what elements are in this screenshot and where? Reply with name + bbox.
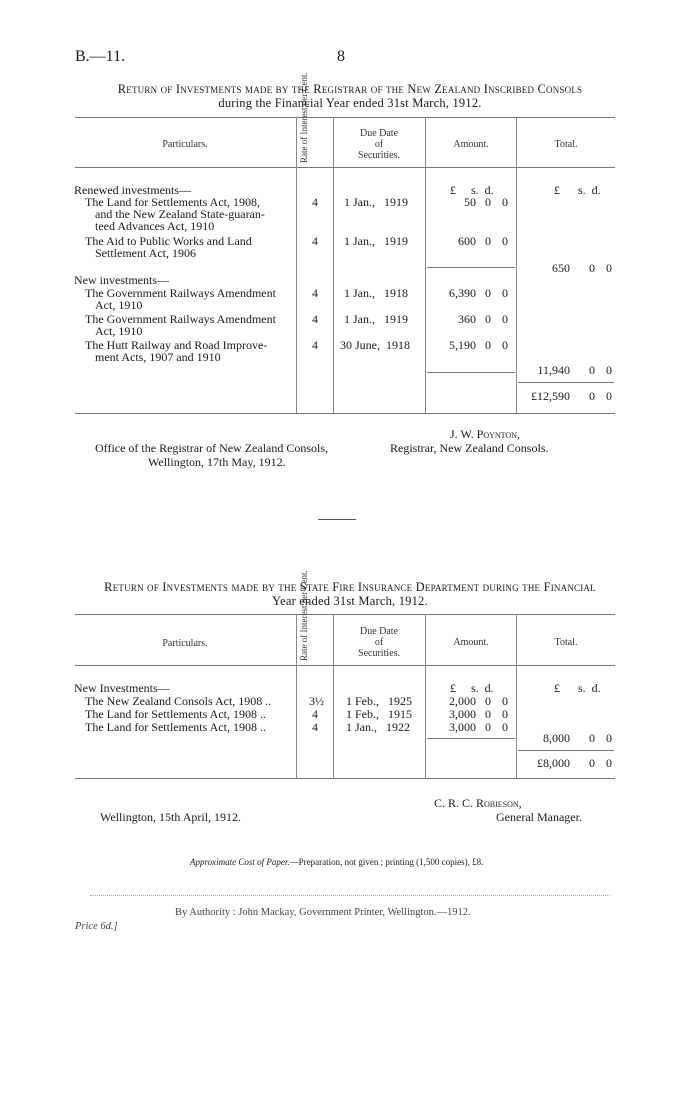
table-bottom-rule (75, 778, 615, 779)
due-date-value: 1 Jan., 1919 (344, 312, 408, 326)
due-date-value: 30 June, 1918 (340, 338, 410, 352)
amount-shillings: 0 (485, 694, 491, 708)
amount-pounds: 5,190 (449, 338, 476, 352)
amount-pence: 0 (502, 720, 508, 734)
due-date-value: 1 Feb., 1915 (346, 707, 412, 721)
due-date-value: 1 Feb., 1925 (346, 694, 412, 708)
return2-title-line2: Year ended 31st March, 1912. (272, 594, 428, 608)
cost-note-label: Approximate Cost of Paper. (190, 857, 290, 867)
amount-shillings: 0 (485, 720, 491, 734)
amount-pence: 0 (502, 694, 508, 708)
subtotal-rule (427, 372, 515, 373)
col-divider (296, 117, 297, 413)
due-date-value: 1 Jan., 1919 (344, 195, 408, 209)
particulars-line: The Hutt Railway and Road Improve- (85, 338, 268, 352)
col-divider (296, 614, 297, 778)
signatory-name: J. W. Poynton, (450, 427, 520, 441)
col-divider (516, 117, 517, 413)
amount-pence: 0 (502, 286, 508, 300)
table-top-rule (75, 614, 615, 615)
due-date-value: 1 Jan., 1922 (346, 720, 410, 734)
particulars-value: The Land for Settlements Act, 1908 .. (85, 720, 266, 734)
amount-pence: 0 (502, 338, 508, 352)
amount-pounds: 3,000 (449, 720, 476, 734)
particulars-value: The New Zealand Consols Act, 1908 .. (85, 694, 272, 708)
col-header-due-1: Due Date (359, 626, 399, 637)
rate-value: 4 (312, 234, 318, 248)
particulars-line: The Government Railways Amendment (85, 312, 276, 326)
rate-value: 4 (312, 707, 318, 721)
col-header-total: Total. (554, 637, 578, 648)
amount-shillings: 0 (485, 338, 491, 352)
return1-title-line2: during the Financial Year ended 31st March, 1912. (218, 96, 482, 110)
group-heading-new: New Investments— (74, 681, 170, 695)
due-date-value: 1 Jan., 1919 (344, 234, 408, 248)
col-header-amount: Amount. (453, 139, 489, 150)
amount-pounds: 6,390 (449, 286, 476, 300)
amount-pounds: 600 (458, 234, 476, 248)
amount-shillings: 0 (485, 707, 491, 721)
signatory-name: C. R. C. Robieson, (434, 796, 522, 810)
amount-pounds: 3,000 (449, 707, 476, 721)
currency-label-total: £ s. d. (554, 681, 601, 695)
signatory-title: Registrar, New Zealand Consols. (390, 441, 549, 455)
page-number: 8 (337, 48, 345, 65)
total-shillings: 0 (589, 363, 595, 377)
col-header-rate: Rate of Interest per Cent. (299, 570, 309, 661)
total-pence: 0 (606, 261, 612, 275)
amount-shillings: 0 (485, 195, 491, 209)
grand-total-pence: 0 (606, 389, 612, 403)
table-header-rule (75, 665, 615, 666)
rate-value: 4 (312, 312, 318, 326)
total-rule (518, 750, 614, 751)
amount-shillings: 0 (485, 234, 491, 248)
particulars-line: The Land for Settlements Act, 1908, (85, 195, 260, 209)
amount-pence: 0 (502, 195, 508, 209)
col-divider (516, 614, 517, 778)
col-header-due-2: of (374, 139, 384, 150)
cost-note (190, 857, 483, 867)
particulars-line: and the New Zealand State-guaran- (95, 207, 265, 221)
particulars-value: The Land for Settlements Act, 1908 .. (85, 707, 266, 721)
total-pence: 0 (606, 363, 612, 377)
footer-rule (90, 895, 610, 896)
total-pence: 0 (606, 731, 612, 745)
total-pounds: 650 (552, 261, 570, 275)
rate-value: 3½ (309, 694, 324, 708)
col-header-amount: Amount. (453, 637, 489, 648)
currency-label-amount: £ s. d. (450, 183, 494, 197)
col-header-particulars: Particulars. (162, 139, 208, 150)
grand-total-pounds: £8,000 (537, 756, 570, 770)
table-top-rule (75, 117, 615, 118)
col-header-due-3: Securities. (358, 648, 400, 659)
amount-pounds: 2,000 (449, 694, 476, 708)
col-divider (333, 117, 334, 413)
grand-total-shillings: 0 (589, 389, 595, 403)
particulars-line: The Aid to Public Works and Land (85, 234, 252, 248)
rate-value: 4 (312, 195, 318, 209)
office-address-line2: Wellington, 17th May, 1912. (148, 455, 286, 469)
col-header-total: Total. (554, 139, 578, 150)
amount-shillings: 0 (485, 312, 491, 326)
amount-pence: 0 (502, 234, 508, 248)
col-divider (425, 117, 426, 413)
total-shillings: 0 (589, 731, 595, 745)
cost-note-text: —Preparation, not given ; printing (1,500 copies), £8. (289, 857, 484, 867)
rate-value: 4 (312, 338, 318, 352)
return2-title-line1: Return of Investments made by the State Fire Insurance Department during the Financial (104, 580, 596, 594)
particulars-line: ment Acts, 1907 and 1910 (95, 350, 221, 364)
price: Price 6d.] (75, 921, 118, 932)
group-heading-new: New investments— (74, 273, 169, 287)
total-pounds: 11,940 (537, 363, 570, 377)
col-header-rate: Rate of Interest per Cent. (299, 72, 309, 163)
table-header-rule (75, 167, 615, 168)
amount-pounds: 360 (458, 312, 476, 326)
amount-shillings: 0 (485, 286, 491, 300)
particulars-line: Act, 1910 (95, 324, 143, 338)
total-rule (518, 382, 614, 383)
return1-title-line1: Return of Investments made by the Registrar of the New Zealand Inscribed Consols (117, 82, 583, 96)
group-heading-renewed: Renewed investments— (74, 183, 191, 197)
total-pounds: 8,000 (543, 731, 570, 745)
rate-value: 4 (312, 720, 318, 734)
particulars-line: The Government Railways Amendment (85, 286, 276, 300)
col-header-due-3: Securities. (358, 150, 400, 161)
col-header-due-2: of (374, 637, 384, 648)
printer-authority: By Authority : John Mackay, Government Printer, Wellington.—1912. (175, 907, 471, 918)
subtotal-rule (427, 267, 515, 268)
amount-pence: 0 (502, 707, 508, 721)
col-header-particulars: Particulars. (162, 638, 208, 649)
particulars-line: teed Advances Act, 1910 (95, 219, 215, 233)
total-shillings: 0 (589, 261, 595, 275)
grand-total-pence: 0 (606, 756, 612, 770)
section-divider (318, 519, 356, 520)
col-header-due-1: Due Date (359, 128, 399, 139)
signatory-title: General Manager. (496, 810, 582, 824)
particulars-line: Settlement Act, 1906 (95, 246, 196, 260)
grand-total-pounds: £12,590 (531, 389, 570, 403)
particulars-line: Act, 1910 (95, 298, 143, 312)
place-date: Wellington, 15th April, 1912. (100, 810, 242, 824)
rate-value: 4 (312, 286, 318, 300)
grand-total-shillings: 0 (589, 756, 595, 770)
amount-pounds: 50 (464, 195, 476, 209)
table-bottom-rule (75, 413, 615, 414)
due-date-value: 1 Jan., 1918 (344, 286, 408, 300)
office-address-line1: Office of the Registrar of New Zealand Consols, (95, 441, 329, 455)
document-reference: B.—11. (75, 48, 126, 65)
amount-pence: 0 (502, 312, 508, 326)
currency-label-total: £ s. d. (554, 183, 601, 197)
col-divider (333, 614, 334, 778)
subtotal-rule (427, 738, 515, 739)
currency-label-amount: £ s. d. (450, 681, 494, 695)
col-divider (425, 614, 426, 778)
